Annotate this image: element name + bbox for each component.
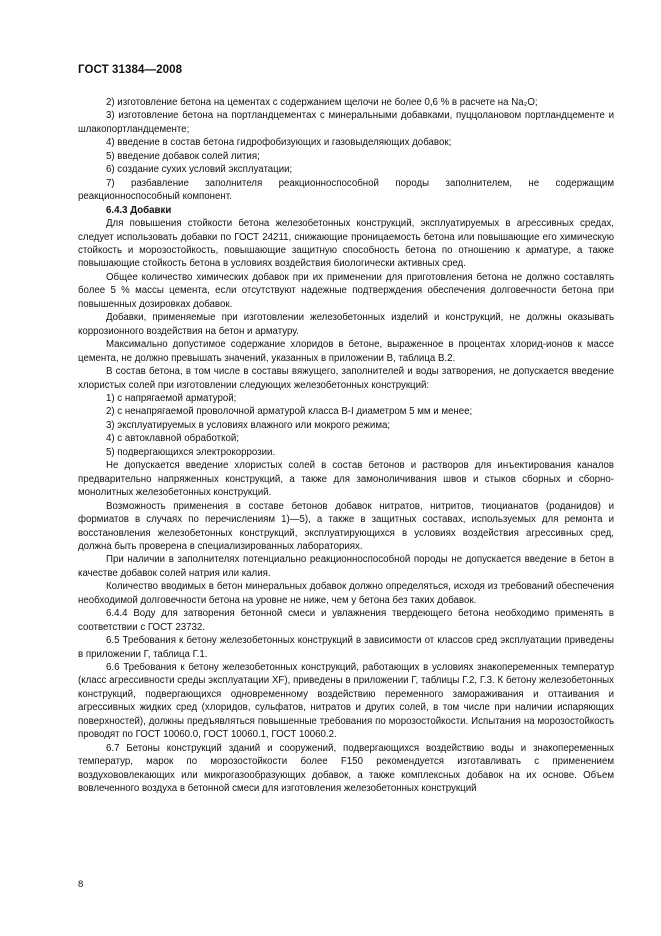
paragraph: Максимально допустимое содержание хлоридов в бетоне, выраженное в процентах хлорид-ионов к массе цемента, не должно превышать значений, указанных в приложении В, таблица В.2. xyxy=(78,339,614,364)
list-item: 1) с напрягаемой арматурой; xyxy=(106,392,237,404)
paragraph: 6.5 Требования к бетону железобетонных конструкций в зависимости от классов сред эксплуатации приведены в приложении Г, таблица Г.1. xyxy=(78,635,614,660)
paragraph: Количество вводимых в бетон минеральных добавок должно определяться, исходя из требований обеспечения необходимой долговечности бетона на уровне не ниже, чем у бетона без таких добавок. xyxy=(78,581,614,606)
paragraph: Возможность применения в составе бетонов добавок нитратов, нитритов, тиоцианатов (роданидов) и формиатов в случаях по перечислениям 1)—5), а также в защитных составах, используемых для ремонта и восстановления железобетонных конструкций, эксплуатирующихся в условиях воздействия агрессивных сред, должна быть проверена в специализированных лабораториях. xyxy=(78,500,614,552)
paragraph: 6.4.4 Воду для затворения бетонной смеси и увлажнения твердеющего бетона необходимо применять в соответствии с ГОСТ 23732. xyxy=(78,608,614,633)
paragraph: Общее количество химических добавок при их применении для приготовления бетона не должно составлять более 5 % массы цемента, если отсутствуют надежные подтверждения обеспечения долговечности бетона при повышенных дозировках добавок. xyxy=(78,271,614,310)
paragraph: Для повышения стойкости бетона железобетонных конструкций, эксплуатируемых в агрессивных средах, следует использовать добавки по ГОСТ 24211, снижающие проницаемость бетона или повышающие его химическую стойкость и морозостойкость, повышающие защитную способность бетона по отношению к арматуре, а также повышающие стойкость бетона в условиях воздействия биологически активных сред. xyxy=(78,218,614,270)
document-body xyxy=(78,96,614,796)
list-item: 6) создание сухих условий эксплуатации; xyxy=(106,164,293,176)
paragraph: Добавки, применяемые при изготовлении железобетонных изделий и конструкций, не должны оказывать коррозионного воздействия на бетон и арматуру. xyxy=(78,312,614,337)
list-item: 2) изготовление бетона на цементах с содержанием щелочи не более 0,6 % в расчете на Na₂O; xyxy=(106,97,538,108)
page-number: 8 xyxy=(78,879,84,890)
paragraph: При наличии в заполнителях потенциально реакционноспособной породы не допускается введение в бетон в качестве добавок солей натрия или калия. xyxy=(78,554,614,579)
list-item: 2) с ненапрягаемой проволочной арматурой класса В-I диаметром 5 мм и менее; xyxy=(106,406,473,418)
list-item: 5) подвергающихся электрокоррозии. xyxy=(106,446,276,458)
paragraph: Не допускается введение хлористых солей в состав бетонов и растворов для инъектирования каналов предварительно напряженных конструкций, а также для замоноличивания швов и стыков сборных и сборно-монолитных железобетонных конструкций. xyxy=(78,460,614,499)
section-heading: 6.4.3 Добавки xyxy=(106,204,172,216)
list-item: 7) разбавление заполнителя реакционноспособной породы заполнителем, не содержащим реакционноспособный компонент. xyxy=(78,177,614,203)
list-item: 3) эксплуатируемых в условиях влажного или мокрого режима; xyxy=(106,419,391,431)
list-item: 4) с автоклавной обработкой; xyxy=(106,433,239,445)
list-item: 4) введение в состав бетона гидрофобизующих и газовыделяющих добавок; xyxy=(106,137,452,149)
page-header-title: ГОСТ 31384—2008 xyxy=(78,64,183,76)
list-item: 5) введение добавок солей лития; xyxy=(106,150,260,162)
paragraph: 6.6 Требования к бетону железобетонных конструкций, работающих в условиях знакопеременных температур (класс агрессивности среды эксплуатации XF), приведены в приложении Г, таблицы Г.2, Г.3. К бетону железобетонных конструкций, подвергающихся одновременному воздействию переменного замораживания и оттаивания и агрессивных жидких сред (хлоридов, сульфатов, нитратов и других солей, в том числе при наличии испаряющих поверхностей), должны предъявляться повышенные требования по морозостойкости. Испытания на морозостойкость проводят по ГОСТ 10060.0, ГОСТ 10060.1, ГОСТ 10060.2. xyxy=(78,662,614,741)
paragraph: 6.7 Бетоны конструкций зданий и сооружений, подвергающихся воздействию воды и знакопеременных температур, марок по морозостойкости более F150 рекомендуется изготавливать с применением воздухововлекающих или микрогазообразующих добавок, а также комплексных добавок на их основе. Объем вовлеченного воздуха в бетонной смеси для изготовления железобетонных конструкций xyxy=(78,742,614,795)
list-item: 3) изготовление бетона на портландцементах с минеральными добавками, пуццолановом портландцементе и шлакопортландцементе; xyxy=(78,110,614,135)
paragraph: В состав бетона, в том числе в составы вяжущего, заполнителей и воды затворения, не допускается введение хлористых солей при изготовлении следующих железобетонных конструкций: xyxy=(78,366,614,391)
